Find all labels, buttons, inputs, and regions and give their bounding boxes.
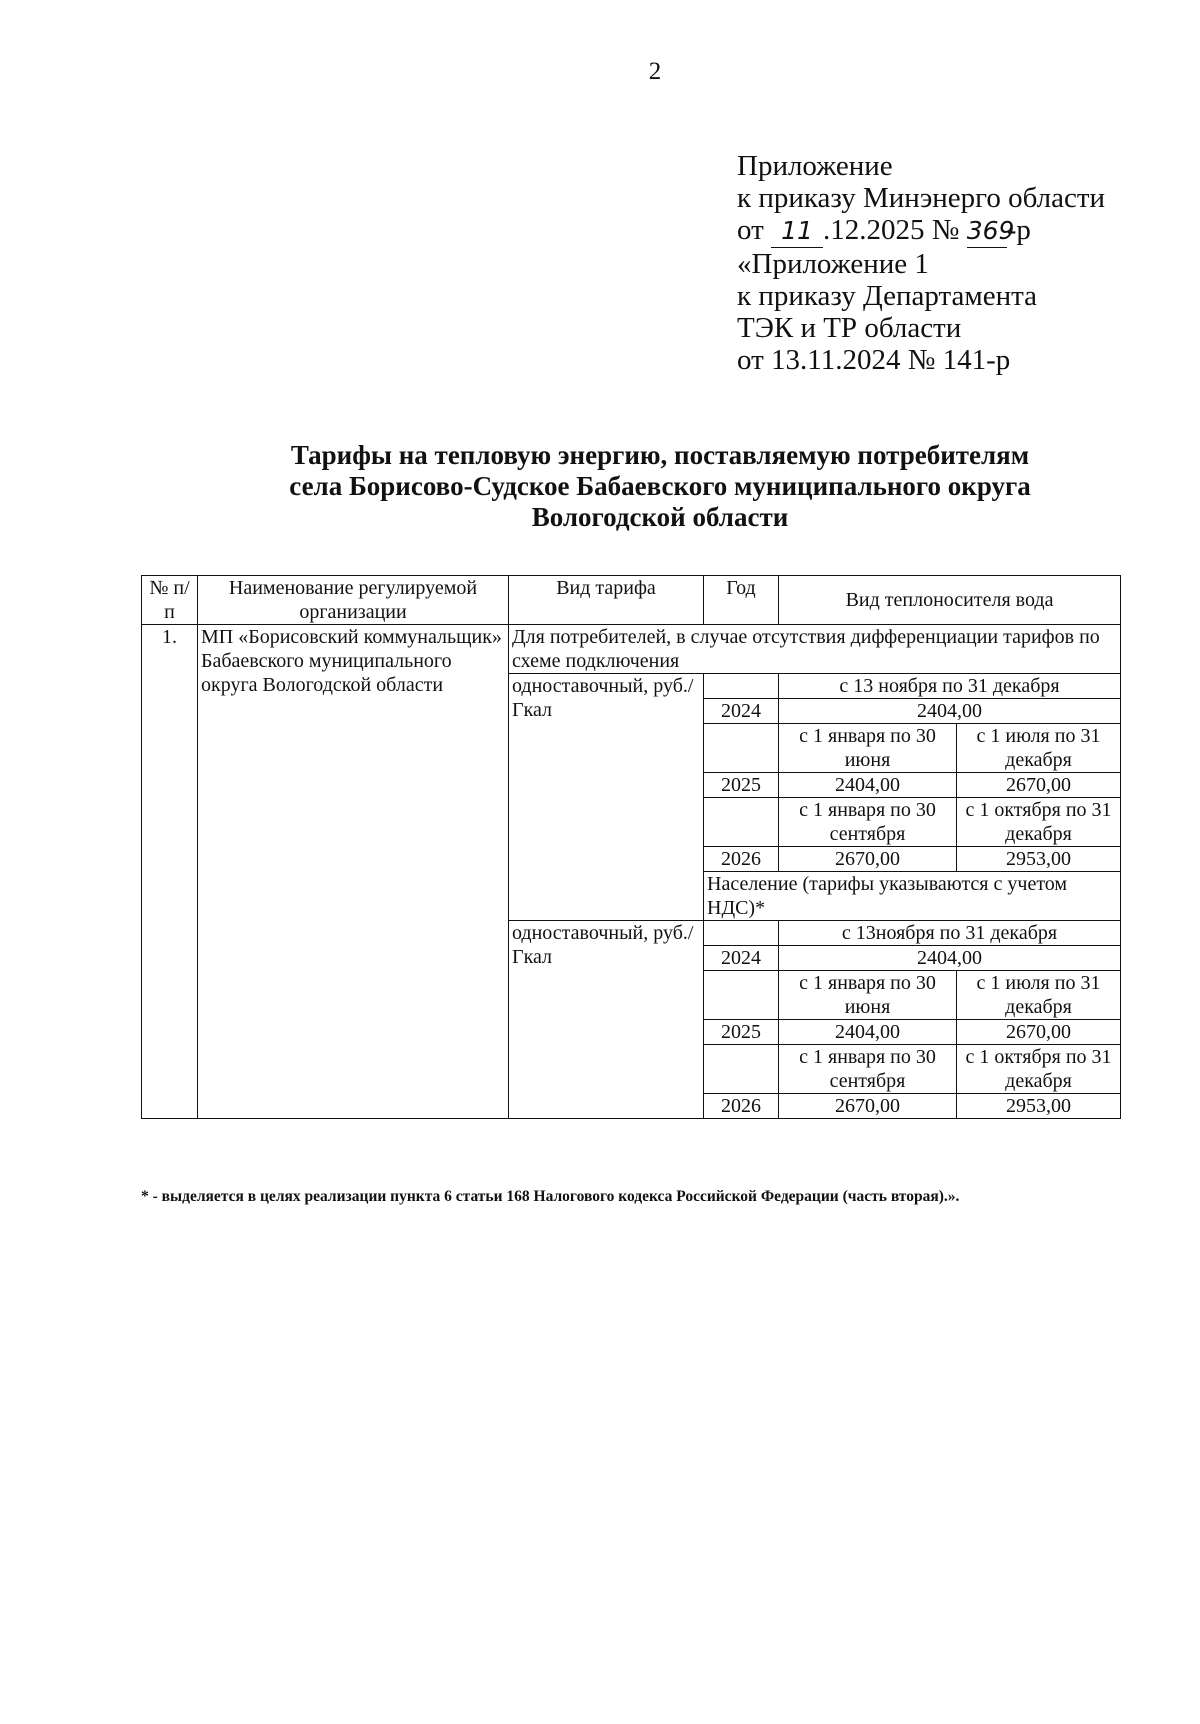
value-cell: 2953,00 bbox=[957, 1094, 1121, 1119]
year-cell: 2025 bbox=[704, 1020, 779, 1045]
document-title bbox=[220, 440, 1100, 533]
year-cell: 2026 bbox=[704, 847, 779, 872]
year-cell bbox=[704, 971, 779, 1020]
year-cell: 2024 bbox=[704, 699, 779, 724]
value-cell: 2670,00 bbox=[779, 847, 957, 872]
period-cell: с 1 октября по 31 декабря bbox=[957, 1045, 1121, 1094]
year-cell bbox=[704, 798, 779, 847]
value-cell: 2404,00 bbox=[779, 699, 1121, 724]
period-cell: с 1 января по 30 сентября bbox=[779, 1045, 957, 1094]
year-cell: 2024 bbox=[704, 946, 779, 971]
period-cell: с 1 января по 30 июня bbox=[779, 971, 957, 1020]
value-cell: 2404,00 bbox=[779, 946, 1121, 971]
table-row bbox=[142, 625, 1121, 674]
period-cell: с 1 октября по 31 декабря bbox=[957, 798, 1121, 847]
handwritten-day: 11 bbox=[771, 215, 823, 248]
section-caption: Для потребителей, в случае отсутствия дифференциации тарифов по схеме подключения bbox=[509, 625, 1121, 674]
value-cell: 2670,00 bbox=[957, 1020, 1121, 1045]
appendix-line: от 13.11.2024 № 141-р bbox=[737, 344, 1011, 376]
appendix-block bbox=[737, 150, 1105, 376]
year-cell bbox=[704, 1045, 779, 1094]
header-year: Год bbox=[704, 576, 779, 625]
year-cell bbox=[704, 921, 779, 946]
page-number: 2 bbox=[648, 58, 662, 85]
appendix-text: -р bbox=[1006, 214, 1031, 246]
appendix-line: ТЭК и ТР области bbox=[737, 312, 962, 344]
value-cell: 2404,00 bbox=[779, 1020, 957, 1045]
year-cell bbox=[704, 674, 779, 699]
handwritten-order-number: 369 bbox=[967, 215, 1007, 248]
appendix-line: к приказу Департамента bbox=[737, 280, 1038, 312]
footnote: * - выделяется в целях реализации пункта 6 статьи 168 Налогового кодекса Российской Федерации (часть вторая).». bbox=[141, 1188, 960, 1205]
period-cell: с 13ноября по 31 декабря bbox=[779, 921, 1121, 946]
header-num: № п/п bbox=[142, 576, 198, 625]
tariff-table bbox=[141, 575, 1121, 1119]
org-name: МП «Борисовский коммунальщик» Бабаевского муниципального округа Вологодской области bbox=[198, 625, 509, 1119]
appendix-text: .12.2025 № bbox=[823, 214, 967, 246]
title-line: Вологодской области bbox=[531, 502, 789, 532]
header-carrier: Вид теплоносителя вода bbox=[779, 576, 1121, 625]
period-cell: с 1 июля по 31 декабря bbox=[957, 724, 1121, 773]
value-cell: 2670,00 bbox=[779, 1094, 957, 1119]
title-line: Тарифы на тепловую энергию, поставляемую потребителям bbox=[290, 440, 1030, 470]
appendix-line: к приказу Минэнерго области bbox=[737, 182, 1106, 214]
period-cell: с 1 июля по 31 декабря bbox=[957, 971, 1121, 1020]
year-cell: 2026 bbox=[704, 1094, 779, 1119]
tariff-type: одноставочный, руб./Гкал bbox=[509, 921, 704, 1119]
appendix-date-line bbox=[737, 214, 1105, 248]
table-header-row bbox=[142, 576, 1121, 625]
value-cell: 2670,00 bbox=[957, 773, 1121, 798]
appendix-text: от bbox=[737, 214, 772, 246]
period-cell: с 13 ноября по 31 декабря bbox=[779, 674, 1121, 699]
tariff-type: одноставочный, руб./Гкал bbox=[509, 674, 704, 921]
year-cell: 2025 bbox=[704, 773, 779, 798]
row-number: 1. bbox=[142, 625, 198, 1119]
period-cell: с 1 января по 30 сентября bbox=[779, 798, 957, 847]
section-caption: Население (тарифы указываются с учетом НДС)* bbox=[704, 872, 1121, 921]
appendix-line: Приложение bbox=[737, 150, 893, 182]
value-cell: 2404,00 bbox=[779, 773, 957, 798]
title-line: села Борисово-Судское Бабаевского муниципального округа bbox=[289, 471, 1031, 501]
header-tariff-type: Вид тарифа bbox=[509, 576, 704, 625]
period-cell: с 1 января по 30 июня bbox=[779, 724, 957, 773]
header-org: Наименование регулируемой организации bbox=[198, 576, 509, 625]
year-cell bbox=[704, 724, 779, 773]
appendix-line: «Приложение 1 bbox=[737, 248, 929, 280]
value-cell: 2953,00 bbox=[957, 847, 1121, 872]
